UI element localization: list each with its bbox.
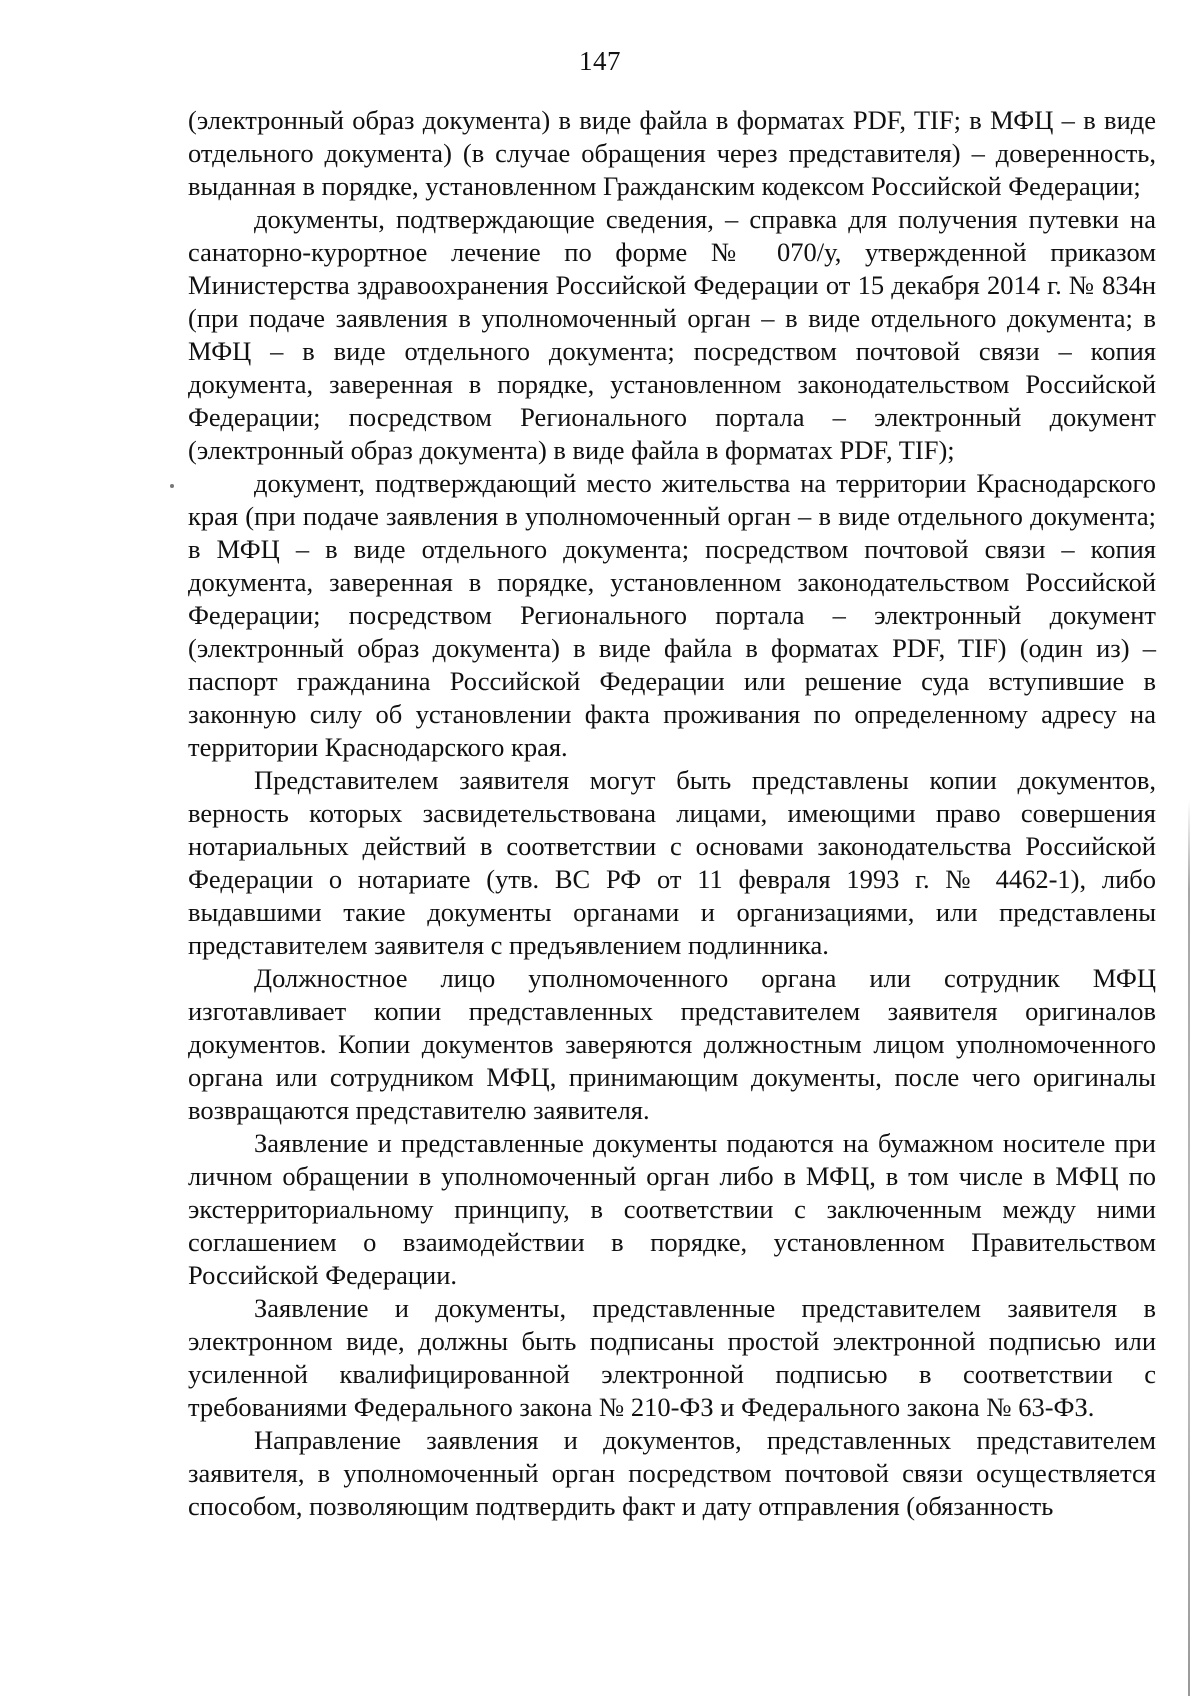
paragraph: Направление заявления и документов, представленных представителем заявителя, в уполномоченный орган посредством почтовой связи осуществляется способом, позволяющим подтвердить факт и дату отправления (обязанность — [188, 1425, 1156, 1521]
paragraph: Должностное лицо уполномоченного органа или сотрудник МФЦ изготавливает копии представленных представителем заявителя оригиналов документов. Копии документов заверяются должностным лицом уполномоченного органа или сотрудником МФЦ, принимающим документы, после чего оригиналы возвращаются представителю заявителя. — [188, 963, 1156, 1125]
paragraph: документы, подтверждающие сведения, – справка для получения путевки на санаторно-курортное лечение по форме № 070/у, утвержденной приказом Министерства здравоохранения Российской Федерации от 15 декабря 2014 г. № 834н (при подаче заявления в уполномоченный орган – в виде отдельного документа; в МФЦ – в виде отдельного документа; посредством почтовой связи – копия документа, заверенная в порядке, установленном законодательством Российской Федерации; посредством Регионального портала – электронный документ (электронный образ документа) в виде файла в форматах PDF, TIF); — [188, 204, 1156, 465]
paragraph: Заявление и документы, представленные представителем заявителя в электронном виде, должны быть подписаны простой электронной подписью или усиленной квалифицированной электронной подписью в соответствии с требованиями Федерального закона № 210-ФЗ и Федерального закона № 63-ФЗ. — [188, 1293, 1156, 1422]
scan-dot-artifact — [170, 484, 174, 488]
paragraph: Заявление и представленные документы подаются на бумажном носителе при личном обращении в уполномоченный орган либо в МФЦ, в том числе в МФЦ по экстерриториальному принципу, в соответствии с заключенным между ними соглашением о взаимодействии в порядке, установленном Правительством Российской Федерации. — [188, 1128, 1156, 1290]
document-body — [188, 104, 1156, 1523]
paragraph: (электронный образ документа) в виде файла в форматах PDF, TIF; в МФЦ – в виде отдельного документа) (в случае обращения через представителя) – доверенность, выданная в порядке, установленном Гражданским кодексом Российской Федерации; — [188, 105, 1156, 201]
page-number: 147 — [579, 46, 621, 76]
scan-edge-artifact — [1188, 800, 1190, 1696]
paragraph: Представителем заявителя могут быть представлены копии документов, верность которых засвидетельствована лицами, имеющими право совершения нотариальных действий в соответствии с основами законодательства Российской Федерации о нотариате (утв. ВС РФ от 11 февраля 1993 г. № 4462-1), либо выдавшими такие документы органами и организациями, или представлены представителем заявителя с предъявлением подлинника. — [188, 765, 1156, 960]
paragraph: документ, подтверждающий место жительства на территории Краснодарского края (при подаче заявления в уполномоченный орган – в виде отдельного документа; в МФЦ – в виде отдельного документа; посредством почтовой связи – копия документа, заверенная в порядке, установленном законодательством Российской Федерации; посредством Регионального портала – электронный документ (электронный образ документа) в виде файла в форматах PDF, TIF) (один из) – паспорт гражданина Российской Федерации или решение суда вступившие в законную силу об установлении факта проживания по определенному адресу на территории Краснодарского края. — [188, 468, 1156, 762]
